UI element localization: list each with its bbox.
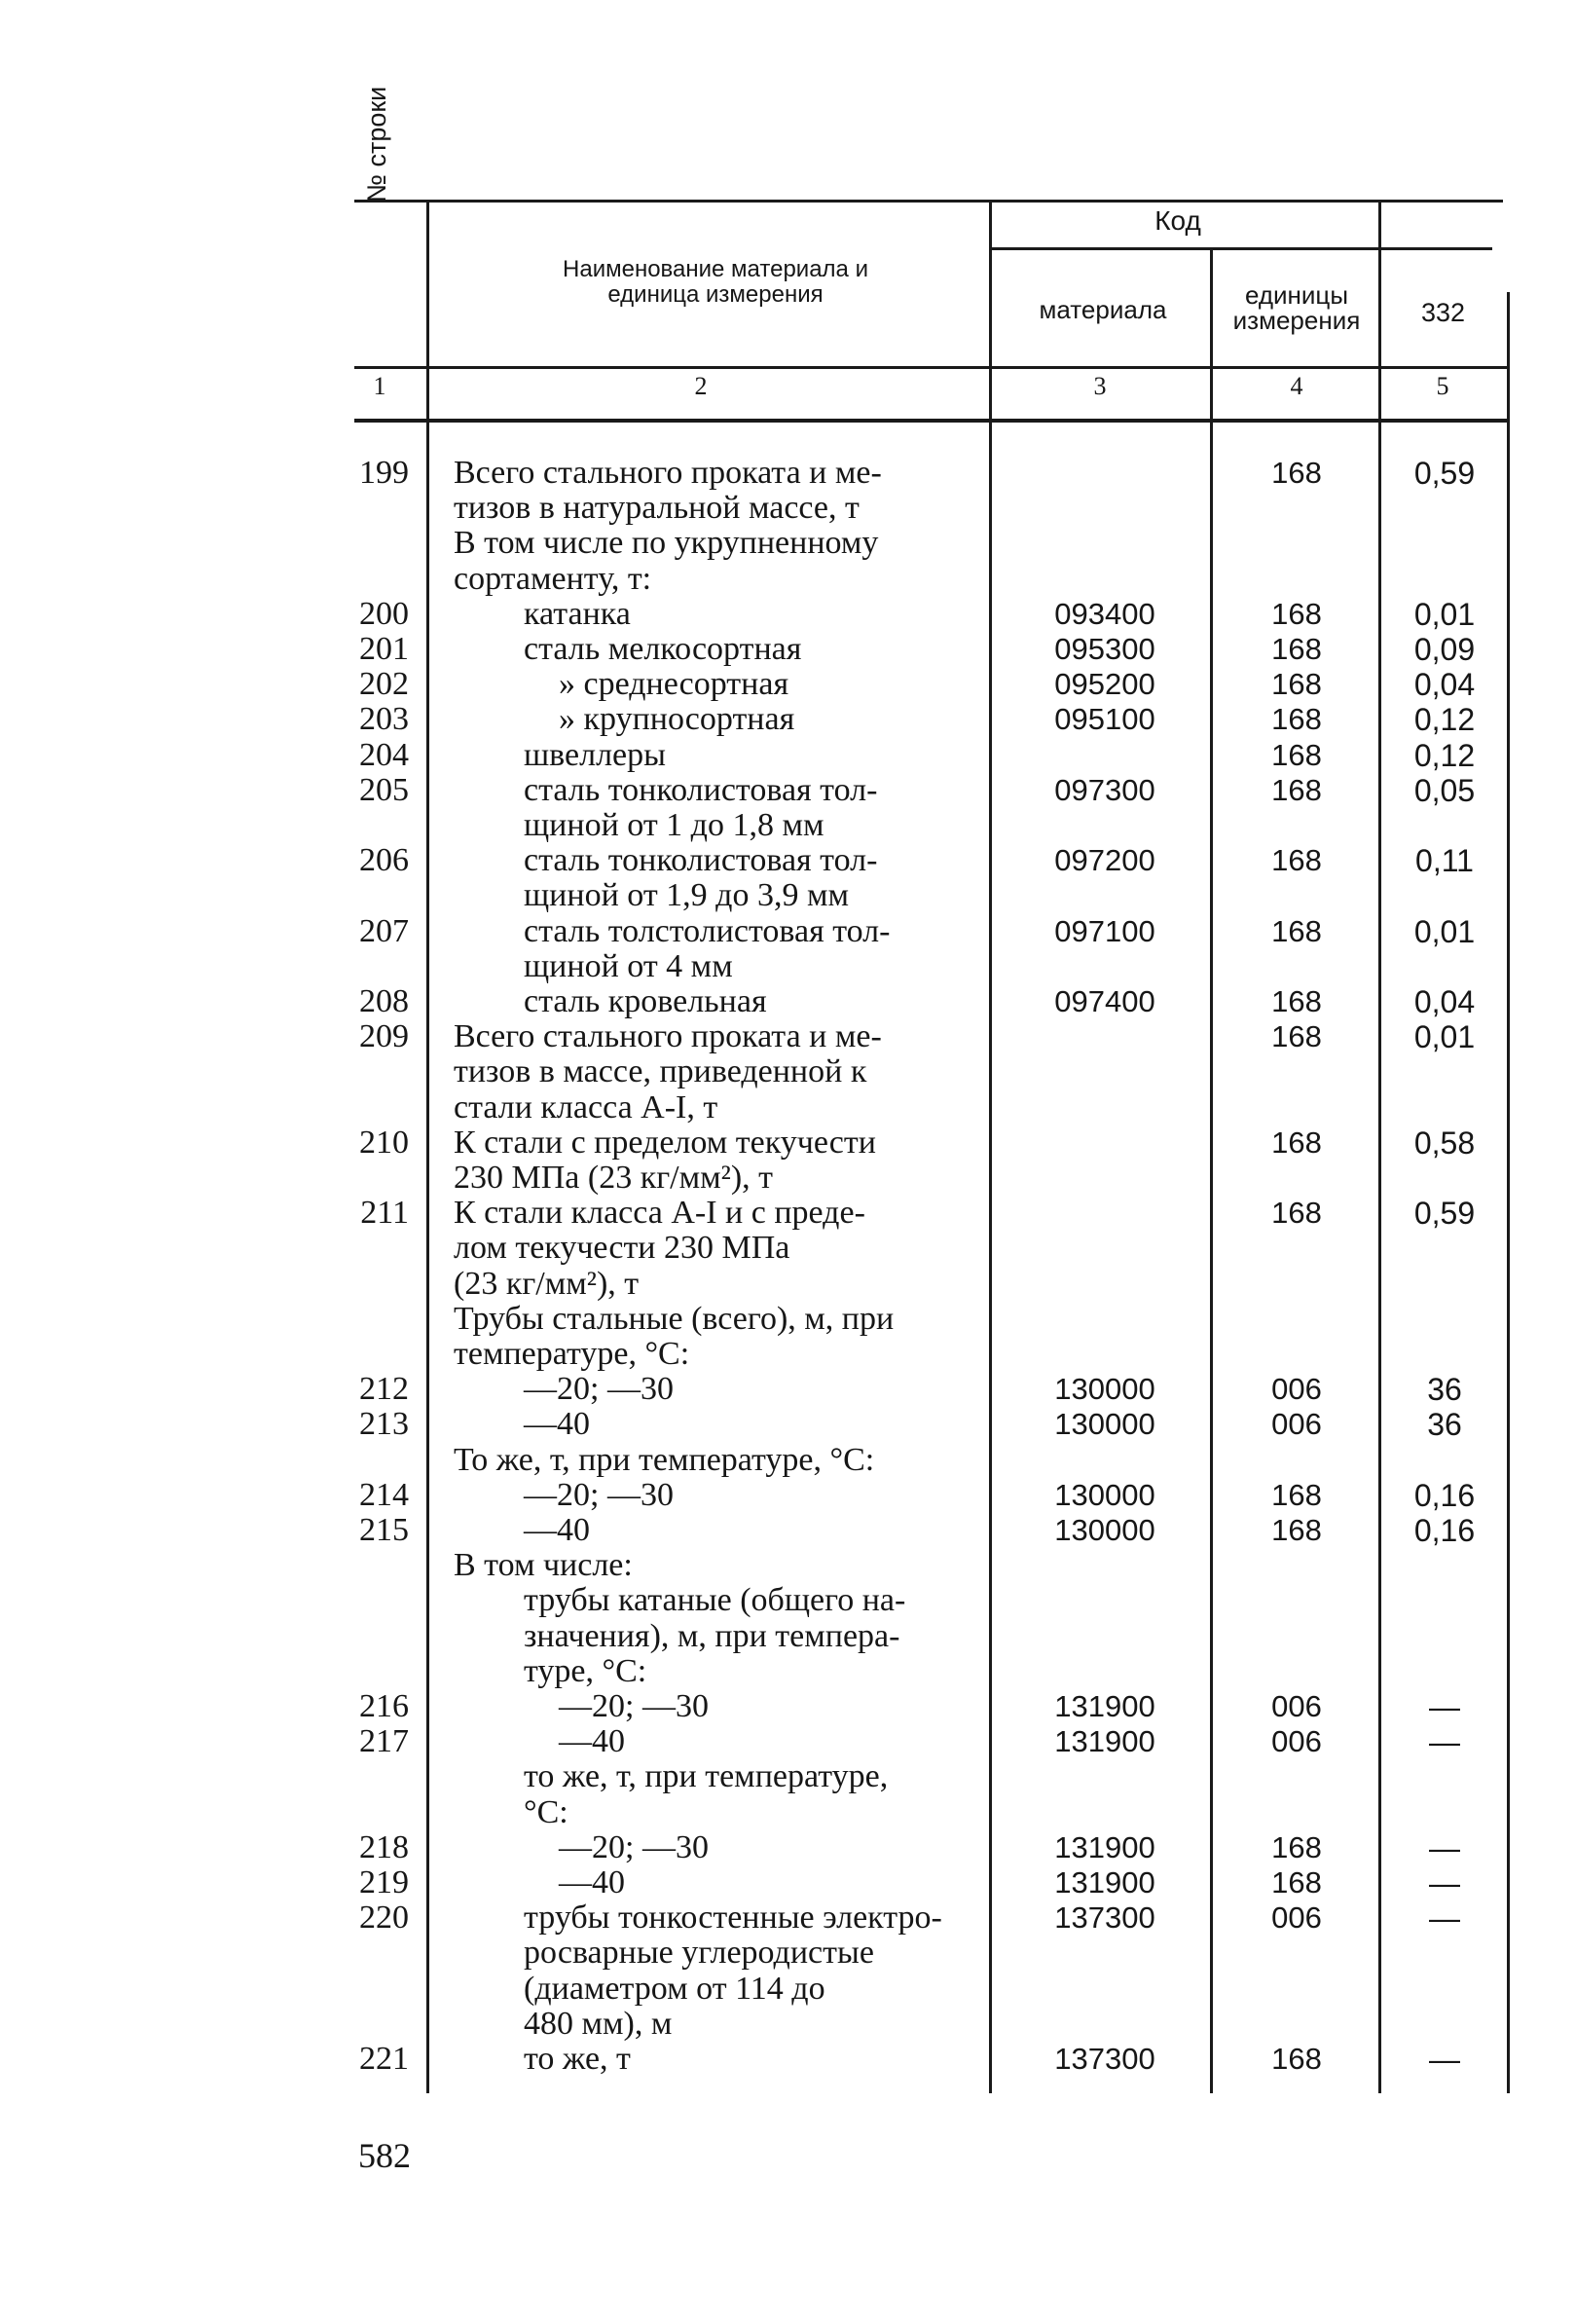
row-name-line: —20; —30 xyxy=(559,1688,709,1724)
unit-code: 168 xyxy=(1271,456,1322,490)
row-name-line: 230 МПа (23 кг/мм²), т xyxy=(454,1160,774,1196)
unit-code: 006 xyxy=(1271,1407,1322,1442)
row-name-line: —20; —30 xyxy=(559,1828,709,1865)
value-332: 0,59 xyxy=(1413,456,1476,491)
unit-code: 168 xyxy=(1271,1865,1322,1900)
header-bottom-rule xyxy=(354,366,1508,369)
row-name-line: швеллеры xyxy=(524,736,666,773)
value-332: 0,12 xyxy=(1413,702,1476,738)
unit-code: 168 xyxy=(1271,772,1322,807)
material-code: 131900 xyxy=(1054,1829,1155,1864)
row-number: 216 xyxy=(359,1688,409,1724)
value-332: — xyxy=(1429,2042,1460,2077)
column-divider-3 xyxy=(1210,249,1213,2093)
row-number: 208 xyxy=(359,983,409,1019)
row-name-line: К стали класса А-I и с преде- xyxy=(454,1195,865,1232)
material-code: 097200 xyxy=(1054,843,1155,878)
row-number: 204 xyxy=(359,736,409,773)
value-332: — xyxy=(1429,1724,1460,1760)
row-name-line: То же, т, при температуре, °С: xyxy=(454,1441,875,1478)
value-332: 0,11 xyxy=(1415,843,1474,879)
row-name-line: сталь мелкосортная xyxy=(524,631,802,667)
row-name-line: —40 xyxy=(559,1723,625,1760)
value-332: 0,16 xyxy=(1413,1513,1476,1548)
material-code: 097100 xyxy=(1054,913,1155,948)
row-number: 199 xyxy=(359,455,409,491)
column-divider-5 xyxy=(1507,292,1510,2093)
material-code: 131900 xyxy=(1054,1724,1155,1759)
column-divider-2 xyxy=(989,200,992,2093)
unit-code: 168 xyxy=(1271,1513,1322,1547)
row-number: 205 xyxy=(359,771,409,808)
row-name-line: тизов в натуральной массе, т xyxy=(454,490,860,527)
value-332: 0,59 xyxy=(1413,1196,1476,1232)
value-332: 0,58 xyxy=(1413,1125,1476,1161)
row-name-line: то же, т xyxy=(524,2041,631,2077)
row-number: 214 xyxy=(359,1476,409,1513)
material-code: 095200 xyxy=(1054,667,1155,702)
row-name-line: » крупносортная xyxy=(559,701,795,738)
row-number: 221 xyxy=(359,2041,409,2077)
row-name-line: катанка xyxy=(524,595,631,632)
column-number-1: 1 xyxy=(373,372,386,400)
row-number: 215 xyxy=(359,1512,409,1548)
unit-code: 168 xyxy=(1271,1196,1322,1231)
row-name-line: сталь тонколистовая тол- xyxy=(524,842,878,879)
value-332: 0,04 xyxy=(1413,984,1476,1019)
header-code-unit: единицы измерения xyxy=(1232,280,1361,335)
row-name-line: туре, °С: xyxy=(524,1652,647,1689)
column-number-4: 4 xyxy=(1290,372,1303,400)
row-name-line: температуре, °С: xyxy=(454,1336,690,1372)
unit-code: 006 xyxy=(1271,1372,1322,1407)
row-name-line: сталь тонколистовая тол- xyxy=(524,771,878,808)
value-332: 0,16 xyxy=(1413,1477,1476,1513)
unit-code: 168 xyxy=(1271,1477,1322,1512)
column-number-3: 3 xyxy=(1093,372,1107,400)
row-name-line: К стали с пределом текучести xyxy=(454,1124,876,1161)
value-332: 0,04 xyxy=(1413,667,1476,703)
row-name-line: (23 кг/мм²), т xyxy=(454,1265,640,1302)
unit-code: 168 xyxy=(1271,632,1322,666)
row-name-line: —40 xyxy=(524,1512,590,1548)
column-number-5: 5 xyxy=(1436,372,1449,400)
value-332: 0,09 xyxy=(1413,632,1476,667)
unit-code: 168 xyxy=(1271,1829,1322,1864)
row-number: 213 xyxy=(359,1406,409,1443)
unit-code: 168 xyxy=(1271,984,1322,1018)
unit-code: 006 xyxy=(1271,1724,1322,1759)
material-code: 130000 xyxy=(1054,1513,1155,1547)
unit-code: 168 xyxy=(1271,843,1322,878)
row-name-line: 480 мм), м xyxy=(524,2005,673,2042)
row-number: 201 xyxy=(359,631,409,667)
row-number: 206 xyxy=(359,842,409,879)
row-number: 209 xyxy=(359,1018,409,1055)
row-name-line: сталь кровельная xyxy=(524,983,767,1019)
row-name-line: сортаменту, т: xyxy=(454,560,652,597)
material-code: 131900 xyxy=(1054,1865,1155,1900)
row-name-line: сталь толстолистовая тол- xyxy=(524,912,891,949)
material-code: 130000 xyxy=(1054,1372,1155,1407)
row-name-line: щиной от 4 мм xyxy=(524,947,733,984)
row-number: 211 xyxy=(360,1195,409,1232)
header-code-material: материала xyxy=(1039,295,1167,324)
header-name: Наименование материала и единица измерения xyxy=(563,256,868,308)
row-name-line: росварные углеродистые xyxy=(524,1935,874,1972)
row-name-line: Трубы стальные (всего), м, при xyxy=(454,1300,895,1337)
header-row-number: № строки xyxy=(362,86,391,203)
unit-code: 006 xyxy=(1271,1689,1322,1723)
header-code-rule xyxy=(991,247,1492,250)
value-332: — xyxy=(1429,1865,1460,1900)
unit-code: 168 xyxy=(1271,737,1322,772)
column-numbers-rule xyxy=(354,419,1508,423)
row-number: 203 xyxy=(359,701,409,738)
row-name-line: Всего стального проката и ме- xyxy=(454,455,882,491)
unit-code: 168 xyxy=(1271,667,1322,702)
column-number-2: 2 xyxy=(694,372,708,400)
row-name-line: —40 xyxy=(524,1406,590,1443)
unit-code: 168 xyxy=(1271,1125,1322,1160)
material-code: 095100 xyxy=(1054,702,1155,737)
material-code: 097300 xyxy=(1054,772,1155,807)
value-332: 36 xyxy=(1427,1372,1462,1408)
row-name-line: тизов в массе, приведенной к xyxy=(454,1053,867,1090)
value-332: 36 xyxy=(1427,1407,1462,1443)
unit-code: 168 xyxy=(1271,913,1322,948)
column-divider-4 xyxy=(1378,200,1381,2093)
row-name-line: то же, т, при температуре, xyxy=(524,1758,889,1795)
header-code: Код xyxy=(1154,205,1201,236)
material-code: 095300 xyxy=(1054,632,1155,666)
value-332: — xyxy=(1429,1900,1460,1937)
unit-code: 168 xyxy=(1271,2042,1322,2076)
row-number: 212 xyxy=(359,1371,409,1408)
material-code: 093400 xyxy=(1054,596,1155,631)
material-code: 097400 xyxy=(1054,984,1155,1018)
row-number: 207 xyxy=(359,912,409,949)
header-value: 332 xyxy=(1420,298,1466,327)
row-name-line: В том числе: xyxy=(454,1547,633,1584)
row-name-line: (диаметром от 114 до xyxy=(524,1970,825,2007)
row-name-line: трубы тонкостенные электро- xyxy=(524,1900,942,1937)
value-332: 0,05 xyxy=(1413,772,1476,808)
row-name-line: щиной от 1 до 1,8 мм xyxy=(524,807,824,843)
unit-code: 168 xyxy=(1271,596,1322,631)
value-332: 0,01 xyxy=(1413,596,1476,632)
value-332: 0,12 xyxy=(1413,737,1476,773)
row-name-line: значения), м, при темпера- xyxy=(524,1617,900,1654)
row-name-line: —20; —30 xyxy=(524,1371,674,1408)
table-top-rule xyxy=(354,200,1503,203)
unit-code: 168 xyxy=(1271,702,1322,737)
row-name-line: °С: xyxy=(524,1793,568,1830)
value-332: — xyxy=(1429,1689,1460,1724)
material-code: 130000 xyxy=(1054,1407,1155,1442)
value-332: — xyxy=(1429,1829,1460,1865)
material-code: 137300 xyxy=(1054,2042,1155,2076)
row-name-line: стали класса А-I, т xyxy=(454,1088,718,1125)
unit-code: 168 xyxy=(1271,1019,1322,1054)
row-name-line: лом текучести 230 МПа xyxy=(454,1230,790,1267)
row-name-line: В том числе по укрупненному xyxy=(454,525,879,562)
row-number: 219 xyxy=(359,1864,409,1900)
row-name-line: щиной от 1,9 до 3,9 мм xyxy=(524,877,850,914)
material-code: 130000 xyxy=(1054,1477,1155,1512)
row-name-line: » среднесортная xyxy=(559,666,789,703)
row-name-line: Всего стального проката и ме- xyxy=(454,1018,882,1055)
material-code: 131900 xyxy=(1054,1689,1155,1723)
row-number: 202 xyxy=(359,666,409,703)
unit-code: 006 xyxy=(1271,1900,1322,1936)
page-number: 582 xyxy=(358,2136,411,2175)
row-number: 218 xyxy=(359,1828,409,1865)
material-code: 137300 xyxy=(1054,1900,1155,1936)
row-number: 220 xyxy=(359,1900,409,1937)
row-number: 200 xyxy=(359,595,409,632)
value-332: 0,01 xyxy=(1413,1019,1476,1055)
value-332: 0,01 xyxy=(1413,913,1476,949)
row-name-line: трубы катаные (общего на- xyxy=(524,1582,906,1619)
column-divider-1 xyxy=(426,200,429,2093)
row-number: 210 xyxy=(359,1124,409,1161)
row-name-line: —40 xyxy=(559,1864,625,1900)
row-number: 217 xyxy=(359,1723,409,1760)
row-name-line: —20; —30 xyxy=(524,1476,674,1513)
